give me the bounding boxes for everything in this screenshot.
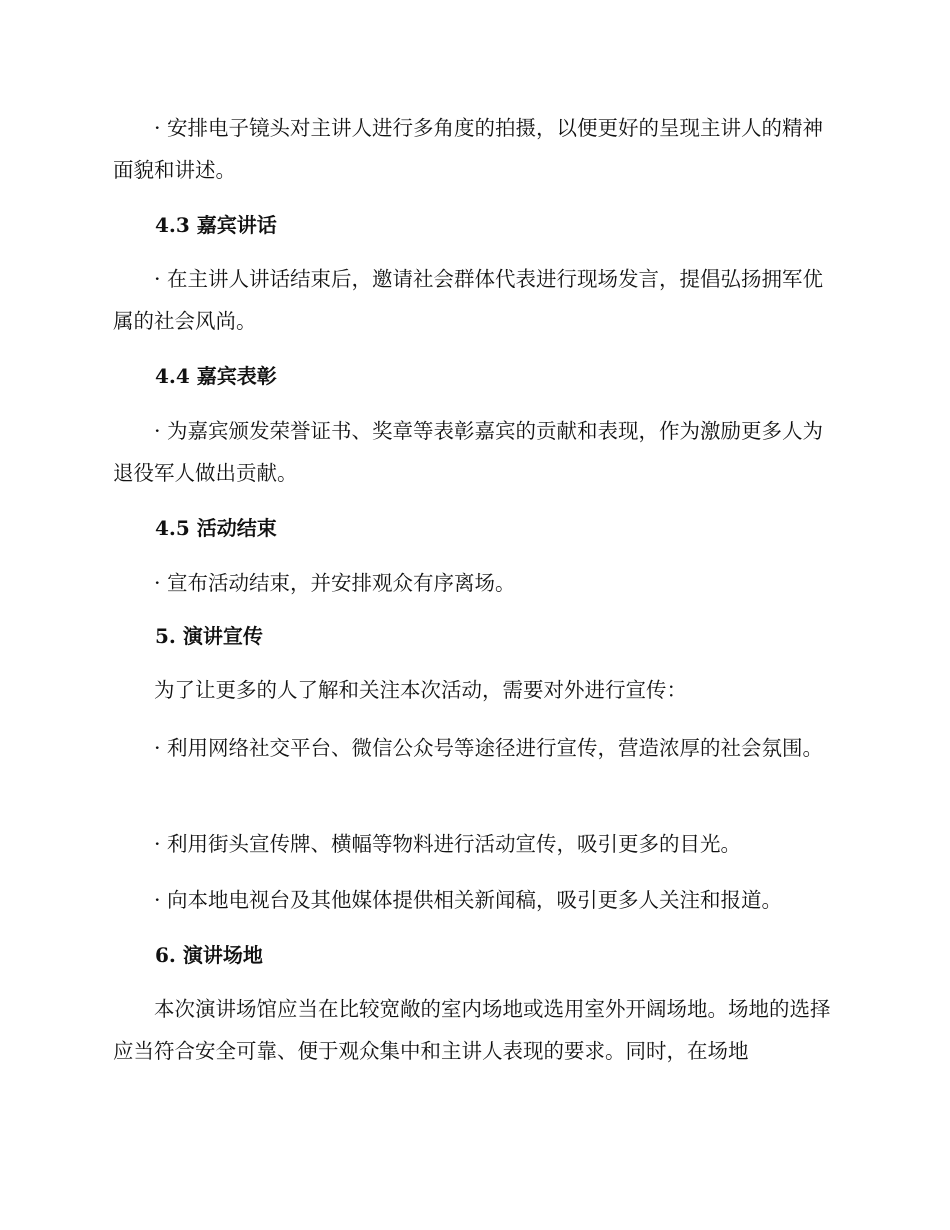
paragraph-promotion-street: · 利用街头宣传牌、横幅等物料进行活动宣传，吸引更多的目光。	[154, 832, 742, 856]
paragraph-guest-award: · 为嘉宾颁发荣誉证书、奖章等表彰嘉宾的贡献和表现，作为激励更多人为退役军人做出贡献。	[113, 419, 824, 485]
heading-guest-speech: 4.3 嘉宾讲话	[155, 213, 277, 237]
paragraph-event-end: · 宣布活动结束，并安排观众有序离场。	[154, 571, 516, 595]
paragraph-venue: 本次演讲场馆应当在比较宽敞的室内场地或选用室外开阔场地。场地的选择应当符合安全可靠、便于观众集中和主讲人表现的要求。同时，在场地	[113, 997, 831, 1063]
paragraph-promotion-online: · 利用网络社交平台、微信公众号等途径进行宣传，营造浓厚的社会氛围。	[154, 736, 824, 760]
paragraph-promotion-media: · 向本地电视台及其他媒体提供相关新闻稿，吸引更多人关注和报道。	[154, 888, 783, 912]
heading-promotion: 5. 演讲宣传	[155, 624, 263, 648]
paragraph-promotion-intro: 为了让更多的人了解和关注本次活动，需要对外进行宣传：	[154, 678, 687, 702]
paragraph-guest-speech: · 在主讲人讲话结束后，邀请社会群体代表进行现场发言，提倡弘扬拥军优属的社会风尚。	[113, 267, 824, 333]
heading-guest-award: 4.4 嘉宾表彰	[155, 364, 277, 388]
heading-venue: 6. 演讲场地	[155, 943, 263, 967]
heading-event-end: 4.5 活动结束	[155, 516, 277, 540]
paragraph-camera-arrangement: · 安排电子镜头对主讲人进行多角度的拍摄，以便更好的呈现主讲人的精神面貌和讲述。	[113, 116, 824, 182]
